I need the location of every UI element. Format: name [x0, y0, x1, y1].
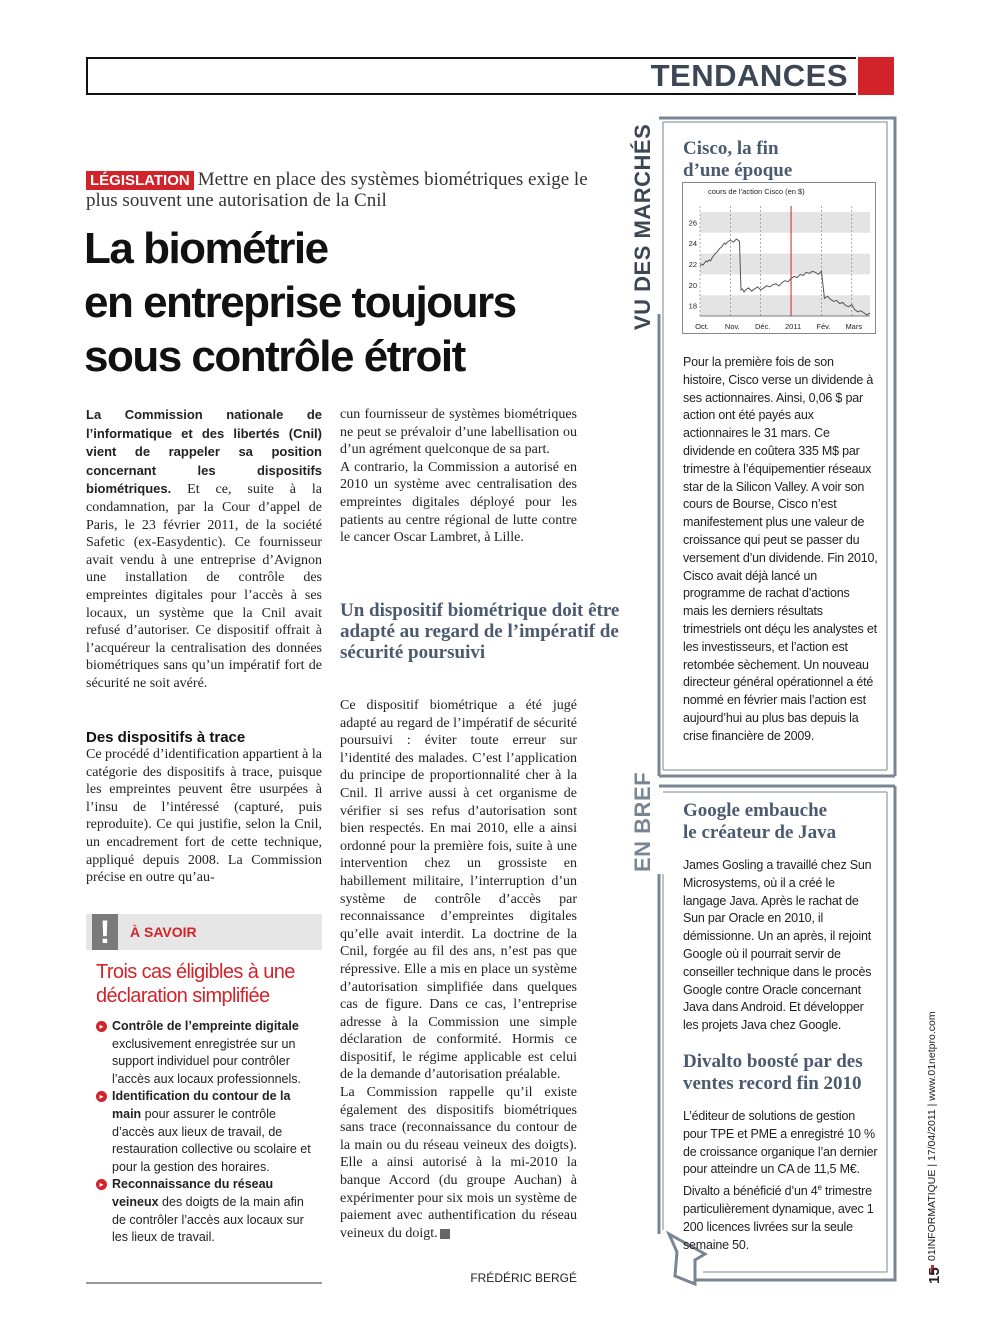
page-number: 15 [926, 1267, 943, 1284]
lead-bold: La Commission nationale de l’informatique et des libertés (Cnil) vient de rappeler sa position concernant les dispositifs biométriques. [86, 407, 322, 497]
paragraph-text: Et ce, suite à la condamnation, par la Cour d’appel de Paris, le 23 février 2011, de la société Safetic (ex-Easydentic). Ce fournisseur avait vendu à une entreprise d’Avignon une installation de contrôle des empreintes digitales pour l’accès à ses locaux, un système que la Cnil avait refusé d’autoriser. Ce dispositif offrait à l’acquéreur la centralisation des données biométriques sans qu’un impératif fort de sécurité ne soit avéré. [86, 482, 322, 691]
article-title [84, 222, 604, 384]
item-text: des doigts de la main afin de contrôler l’accès aux locaux sur les lieux de travail. [112, 1194, 304, 1245]
item-text: pour assurer le contrôle d’accès aux lieux de travail, de restauration collective ou scolaire et pour la gestion des horaires. [112, 1106, 311, 1174]
end-mark-icon [440, 1229, 450, 1239]
chevron-right-icon: ▸ [96, 1021, 107, 1032]
title-line: en entreprise toujours [84, 278, 516, 327]
list-item [96, 1176, 320, 1246]
grid-band [700, 254, 870, 275]
superscript: e [817, 1183, 822, 1193]
y-tick-label: 24 [688, 239, 697, 249]
vertical-label-markets: VU DES MARCHÉS [630, 123, 655, 330]
title-line: Cisco, la fin [683, 138, 779, 159]
paragraph-text: La Commission rappelle qu’il existe également des dispositifs biométriques sans trace (reconnaissance du contour de la main ou du réseau veineux des doigts). Elle a ainsi autorisé à la mi-2010 la banque Accord (du groupe Auchan) à expérimenter pour six mois un système de paiement avec authentification du réseau veineux du doigt. [340, 1085, 577, 1241]
folio [926, 1011, 938, 1275]
paragraph: cun fournisseur de systèmes biométriques ne peut se prévaloir d’une labellisation ou d’un agrément quelconque de sa part. [340, 407, 577, 458]
a-savoir-label: À SAVOIR [130, 924, 197, 940]
header-accent [858, 57, 894, 95]
google-text: James Gosling a travaillé chez Sun Microsystems, où il a créé le langage Java. Après le rachat de Sun par Oracle en 2010, il démissionne. Un an après, il rejoint Google où il pourrait servir de conseiller technique dans le procès Google contre Oracle concernant Java dans Android. Et développer les projets Java chez Google. [683, 858, 872, 1033]
cisco-stock-chart [682, 182, 876, 334]
paragraph: Ce procédé d’identification appartient à la catégorie des dispositifs à trace, puisque les empreintes peuvent être usurpées à l’insu de l’intéressé (capturé, puis reproduite). Ce qui justifie, selon la Cnil, un encadrement fort de cette technique, appliqué depuis 2008. La Commission précise en outre qu’au- [86, 747, 322, 886]
title-line: Google embauche [683, 800, 828, 821]
list-item [96, 1018, 320, 1088]
subhead: Des dispositifs à trace [86, 728, 246, 746]
a-savoir-title: Trois cas éligibles à une déclaration simplifiée [96, 961, 295, 1007]
x-tick-label: 2011 [785, 322, 802, 331]
y-tick-label: 18 [688, 301, 697, 311]
folio-text: 01INFORMATIQUE | 17/04/2011 | www.01netpro.com [926, 1011, 938, 1261]
title-line: Divalto boosté par des [683, 1051, 863, 1072]
kicker [86, 170, 606, 211]
kicker-text: Mettre en place des systèmes biométriques exige le plus souvent une autorisation de la Cnil [86, 169, 588, 211]
cisco-title [683, 138, 792, 182]
title-line: sous contrôle étroit [84, 332, 465, 381]
x-tick-label: Oct. [695, 322, 709, 331]
section-title: TENDANCES [650, 58, 848, 93]
a-savoir-header [86, 914, 322, 950]
x-tick-label: Mars [845, 322, 863, 331]
kicker-tag: LÉGISLATION [86, 171, 194, 190]
title-line: La biométrie [84, 224, 328, 273]
title-line: d’une époque [683, 160, 793, 181]
a-savoir-list [96, 1018, 320, 1247]
article-column-1 [86, 406, 322, 887]
section-heading: Un dispositif biométrique doit être adapté au regard de l’impératif de sécurité poursuivi [340, 600, 620, 663]
chart-title: cours de l’action Cisco (en $) [708, 187, 805, 196]
chevron-right-icon: ▸ [96, 1091, 107, 1102]
y-tick-label: 20 [688, 280, 697, 290]
paragraph-text: trimestre particulièrement dynamique, avec 1 200 licences livrées sur la seule semaine 50. [683, 1184, 874, 1252]
paragraph: A contrario, la Commission a autorisé en 2010 un système avec centralisation des empreintes digitales déployé pour les patients au centre régional de lutte contre le cancer Oscar Lambret, à Lille. [340, 459, 577, 546]
x-tick-label: Déc. [755, 322, 771, 331]
item-bold: Identification du contour de la main [112, 1089, 291, 1121]
exclamation-icon: ! [92, 914, 118, 950]
item-text: exclusivement enregistrée sur un support individuel pour contrôler l’accès aux locaux professionnels. [112, 1036, 301, 1086]
y-tick-label: 22 [688, 260, 697, 269]
x-tick-label: Fév. [816, 322, 831, 331]
section-header [86, 57, 894, 95]
grid-band [700, 295, 870, 316]
item-bold: Contrôle de l’empreinte digitale [112, 1019, 299, 1033]
a-savoir-box [86, 914, 322, 1284]
y-tick-label: 26 [688, 218, 697, 228]
cisco-text: Pour la première fois de son histoire, Cisco verse un dividende à ses actionnaires. Ainsi, 0,06 $ par action ont été payés aux actionnaires le 31 mars. Ce dividende en coûtera 335 M$ par trimestre à l’équipementier réseaux star de la Silicon Valley. A voir son cours de Bourse, Cisco n’est manifestement plus une valeur de croissance qui peut se passer du versement d’un dividende. Fin 2010, Cisco avait déjà lancé un programme de rachat d’actions mais les derniers résultats trimestriels ont déçu les analystes et les investisseurs, et l’action est retombée sèchement. Un nouveau directeur général opérationnel a été nommé en février mais l’action est aujourd’hui au plus bas depuis la crise financière de 2009. [683, 355, 878, 743]
list-item [96, 1088, 320, 1176]
vertical-label-brief: EN BREF [630, 771, 655, 872]
byline: FRÉDÉRIC BERGÉ [470, 1271, 577, 1285]
item-bold: Reconnaissance du réseau veineux [112, 1177, 274, 1209]
divalto-title [683, 1051, 863, 1095]
divalto-text [683, 1108, 878, 1255]
title-line: le créateur de Java [683, 822, 837, 843]
article-column-2 [340, 406, 577, 547]
x-tick-label: Nov. [724, 322, 740, 331]
title-line: ventes record fin 2010 [683, 1073, 862, 1094]
paragraph [340, 1084, 577, 1242]
grid-band [700, 212, 870, 233]
paragraph: Ce dispositif biométrique a été jugé adapté au regard de l’impératif de sécurité poursuivi : éviter toute erreur sur l’identité des malades. C’est l’application du principe de proportionnalité cher à la Cnil. Il arrive aussi à cet organisme de vérifier si ses refus d’autorisation sont bien respectés. En mai 2010, elle a ainsi ordonné pour la première fois, suite à une intervention chez un grossiste en habillement militaire, l’interruption d’un système de contrôle d’accès par reconnaissance d’empreintes digitales qu’elle avait interdit. La doctrine de la Cnil, forgée au fil des ans, n’est pas que répressive. Elle a mis en place un système d’autorisation simplifiée dans quelques cas de figure. Dans ce cas, l’entreprise adresse à la Commission une simple déclaration de conformité. Hormis ce dispositif, le régime applicable est celui de la demande d’autorisation préalable. [340, 698, 577, 1083]
lead-paragraph [86, 406, 322, 693]
chevron-right-icon: ▸ [96, 1179, 107, 1190]
paragraph-text: L’éditeur de solutions de gestion pour TPE et PME a enregistré 10 % de croissance organique l’an dernier pour atteindre un CA de 11,5 M€. Divalto a bénéficié d’un 4 [683, 1109, 878, 1199]
google-title [683, 800, 836, 844]
article-column-2-continued [340, 697, 577, 1242]
